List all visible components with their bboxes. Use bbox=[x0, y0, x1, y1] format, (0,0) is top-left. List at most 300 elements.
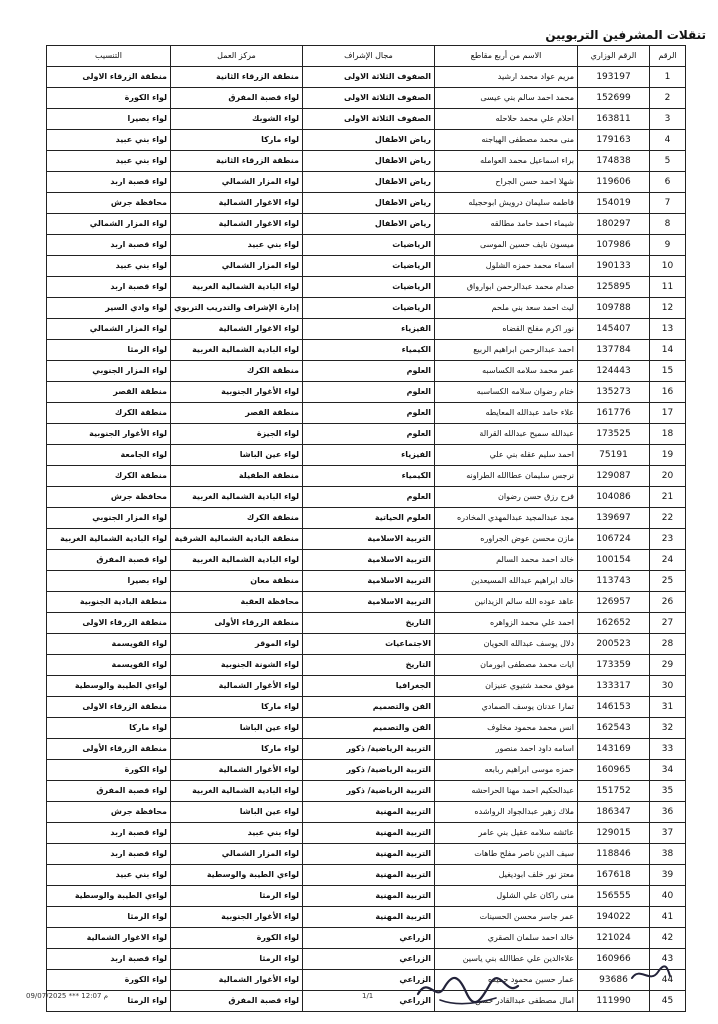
row-field: التربية المهنية bbox=[303, 823, 435, 844]
row-field: رياض الاطفال bbox=[303, 172, 435, 193]
table-row bbox=[47, 655, 686, 676]
row-field: التربية المهنية bbox=[303, 886, 435, 907]
row-workplace: لواء الرمثا bbox=[171, 949, 303, 970]
table-row bbox=[47, 571, 686, 592]
row-name: علاء حامد عبدالله المعايطه bbox=[435, 403, 578, 424]
row-assignment: لواءي الطيبة والوسطية bbox=[47, 886, 171, 907]
row-assignment: لواء بصيرا bbox=[47, 571, 171, 592]
table-row bbox=[47, 865, 686, 886]
row-workplace: لواء ماركا bbox=[171, 130, 303, 151]
header-national-id: الرقم الوزاري bbox=[578, 46, 650, 67]
row-name: مازن محسن عوض الجراوره bbox=[435, 529, 578, 550]
row-field: التربية المهنية bbox=[303, 802, 435, 823]
row-index: 28 bbox=[650, 634, 686, 655]
row-field: الصفوف الثلاثة الاولى bbox=[303, 109, 435, 130]
row-field: التاريخ bbox=[303, 613, 435, 634]
row-field: الكيمياء bbox=[303, 466, 435, 487]
row-national-id: 200523 bbox=[578, 634, 650, 655]
row-national-id: 174838 bbox=[578, 151, 650, 172]
table-row bbox=[47, 277, 686, 298]
row-field: الفن والتصميم bbox=[303, 718, 435, 739]
row-assignment: لواء الكورة bbox=[47, 88, 171, 109]
row-national-id: 167618 bbox=[578, 865, 650, 886]
row-national-id: 137784 bbox=[578, 340, 650, 361]
row-name: مريم عواد محمد ارشيد bbox=[435, 67, 578, 88]
row-index: 5 bbox=[650, 151, 686, 172]
row-field: الصفوف الثلاثة الاولى bbox=[303, 67, 435, 88]
table-row bbox=[47, 844, 686, 865]
row-name: منى راكان علي الشلول bbox=[435, 886, 578, 907]
table-row bbox=[47, 361, 686, 382]
table-row bbox=[47, 907, 686, 928]
row-index: 33 bbox=[650, 739, 686, 760]
row-workplace: لواء الكورة bbox=[171, 928, 303, 949]
row-assignment: منطقة الكرك bbox=[47, 403, 171, 424]
row-national-id: 151752 bbox=[578, 781, 650, 802]
row-field: العلوم bbox=[303, 361, 435, 382]
row-index: 10 bbox=[650, 256, 686, 277]
row-workplace: منطقة الزرقاء الأولى bbox=[171, 613, 303, 634]
row-assignment: لواء قصبة المفرق bbox=[47, 781, 171, 802]
row-field: الزراعي bbox=[303, 970, 435, 991]
row-national-id: 160966 bbox=[578, 949, 650, 970]
signature-mark bbox=[628, 962, 672, 988]
row-assignment: لواء بني عبيد bbox=[47, 865, 171, 886]
row-assignment: لواء الرمثا bbox=[47, 907, 171, 928]
row-index: 18 bbox=[650, 424, 686, 445]
row-national-id: 100154 bbox=[578, 550, 650, 571]
table-body bbox=[47, 67, 686, 1012]
row-field: الفيزياء bbox=[303, 319, 435, 340]
row-field: الزراعي bbox=[303, 991, 435, 1012]
row-index: 6 bbox=[650, 172, 686, 193]
row-workplace: لواء قصبة المفرق bbox=[171, 991, 303, 1012]
row-assignment: لواء الجامعة bbox=[47, 445, 171, 466]
row-name: عمر جاسر محسن الحسينات bbox=[435, 907, 578, 928]
row-assignment: لواء قصبة اربد bbox=[47, 949, 171, 970]
header-index: الرقم bbox=[650, 46, 686, 67]
header-assignment: التنسيب bbox=[47, 46, 171, 67]
table-row bbox=[47, 298, 686, 319]
row-field: التربية الرياضية/ ذكور bbox=[303, 739, 435, 760]
row-field: رياض الاطفال bbox=[303, 130, 435, 151]
row-index: 9 bbox=[650, 235, 686, 256]
row-index: 40 bbox=[650, 886, 686, 907]
row-index: 32 bbox=[650, 718, 686, 739]
table-row bbox=[47, 445, 686, 466]
row-national-id: 139697 bbox=[578, 508, 650, 529]
row-name: براء اسماعيل محمد العوامله bbox=[435, 151, 578, 172]
row-name: خالد احمد سلمان الصقري bbox=[435, 928, 578, 949]
row-workplace: لواء الشوبك bbox=[171, 109, 303, 130]
row-assignment: محافظة جرش bbox=[47, 802, 171, 823]
row-name: خالد ابراهيم عبدالله المسيعدين bbox=[435, 571, 578, 592]
page-title: تنقلات المشرفين التربويين bbox=[545, 28, 706, 42]
row-name: سيف الدين ناصر مفلح طاهات bbox=[435, 844, 578, 865]
row-workplace: لواء البادية الشمالية الغربية bbox=[171, 550, 303, 571]
table-row bbox=[47, 109, 686, 130]
table-row bbox=[47, 781, 686, 802]
row-field: الرياضيات bbox=[303, 235, 435, 256]
table-row bbox=[47, 802, 686, 823]
row-name: نرجس سليمان عطاالله الطراونه bbox=[435, 466, 578, 487]
row-workplace: منطقة البادية الشمالية الشرقية bbox=[171, 529, 303, 550]
row-national-id: 133317 bbox=[578, 676, 650, 697]
row-national-id: 113743 bbox=[578, 571, 650, 592]
row-field: التربية المهنية bbox=[303, 865, 435, 886]
row-workplace: لواء عين الباشا bbox=[171, 802, 303, 823]
row-national-id: 193197 bbox=[578, 67, 650, 88]
row-name: نور اكرم مفلح القضاه bbox=[435, 319, 578, 340]
row-national-id: 121024 bbox=[578, 928, 650, 949]
table-row bbox=[47, 67, 686, 88]
row-assignment: لواء الكورة bbox=[47, 760, 171, 781]
row-workplace: لواء المزار الشمالي bbox=[171, 844, 303, 865]
row-field: التربية الرياضية/ ذكور bbox=[303, 781, 435, 802]
row-workplace: منطقة الطفيلة bbox=[171, 466, 303, 487]
row-national-id: 173525 bbox=[578, 424, 650, 445]
row-national-id: 146153 bbox=[578, 697, 650, 718]
row-workplace: لواء الاغوار الشمالية bbox=[171, 319, 303, 340]
row-workplace: لواء بني عبيد bbox=[171, 235, 303, 256]
transfers-table bbox=[46, 45, 686, 1012]
row-field: العلوم bbox=[303, 403, 435, 424]
row-index: 39 bbox=[650, 865, 686, 886]
row-national-id: 118846 bbox=[578, 844, 650, 865]
row-assignment: لواء القويسمة bbox=[47, 634, 171, 655]
row-index: 2 bbox=[650, 88, 686, 109]
row-index: 45 bbox=[650, 991, 686, 1012]
row-national-id: 161776 bbox=[578, 403, 650, 424]
row-assignment: لواء قصبة اربد bbox=[47, 277, 171, 298]
row-workplace: لواء عين الباشا bbox=[171, 445, 303, 466]
row-national-id: 129015 bbox=[578, 823, 650, 844]
row-assignment: لواء ماركا bbox=[47, 718, 171, 739]
page-number: 1/1 bbox=[362, 992, 374, 1000]
row-workplace: لواء المزار الشمالي bbox=[171, 172, 303, 193]
row-index: 21 bbox=[650, 487, 686, 508]
row-index: 43 bbox=[650, 949, 686, 970]
row-assignment: لواء الرمثا bbox=[47, 991, 171, 1012]
row-name: علاءالدين علي عطاالله بني ياسين bbox=[435, 949, 578, 970]
table-row bbox=[47, 193, 686, 214]
table-row bbox=[47, 466, 686, 487]
row-name: انس محمد محمود مخلوف bbox=[435, 718, 578, 739]
row-workplace: لواء بني عبيد bbox=[171, 823, 303, 844]
row-assignment: لواء بني عبيد bbox=[47, 130, 171, 151]
row-assignment: لواءي الطيبة والوسطية bbox=[47, 676, 171, 697]
table-row bbox=[47, 130, 686, 151]
row-index: 15 bbox=[650, 361, 686, 382]
row-index: 12 bbox=[650, 298, 686, 319]
row-workplace: لواء البادية الشمالية الغربية bbox=[171, 277, 303, 298]
row-workplace: لواء ماركا bbox=[171, 697, 303, 718]
row-national-id: 93686 bbox=[578, 970, 650, 991]
row-assignment: لواء قصبة اربد bbox=[47, 844, 171, 865]
row-national-id: 179163 bbox=[578, 130, 650, 151]
row-name: عبدالحكيم احمد مهنا الحراحشه bbox=[435, 781, 578, 802]
row-workplace: لواء البادية الشمالية الغربية bbox=[171, 487, 303, 508]
row-workplace: لواء ماركا bbox=[171, 739, 303, 760]
row-workplace: لواء الرمثا bbox=[171, 886, 303, 907]
row-workplace: منطقة القصر bbox=[171, 403, 303, 424]
table-row bbox=[47, 928, 686, 949]
row-name: حمزه موسى ابراهيم ربابعه bbox=[435, 760, 578, 781]
row-field: الكيمياء bbox=[303, 340, 435, 361]
row-assignment: لواء قصبة اربد bbox=[47, 235, 171, 256]
row-index: 29 bbox=[650, 655, 686, 676]
row-index: 23 bbox=[650, 529, 686, 550]
row-field: رياض الاطفال bbox=[303, 193, 435, 214]
table-header-row bbox=[47, 46, 686, 67]
row-workplace: لواء الاغوار الشمالية bbox=[171, 214, 303, 235]
row-national-id: 152699 bbox=[578, 88, 650, 109]
row-workplace: لواء الأغوار الجنوبية bbox=[171, 907, 303, 928]
row-name: شهلا احمد حسن الجراح bbox=[435, 172, 578, 193]
row-workplace: لواء الموقر bbox=[171, 634, 303, 655]
row-assignment: لواء قصبة المفرق bbox=[47, 550, 171, 571]
row-national-id: 162652 bbox=[578, 613, 650, 634]
row-assignment: لواء قصبة اربد bbox=[47, 823, 171, 844]
row-index: 36 bbox=[650, 802, 686, 823]
table-row bbox=[47, 340, 686, 361]
row-assignment: منطقة الزرقاء الاولى bbox=[47, 697, 171, 718]
row-workplace: لواء البادية الشمالية الغربية bbox=[171, 340, 303, 361]
row-assignment: لواء الأغوار الجنوبية bbox=[47, 424, 171, 445]
row-national-id: 111990 bbox=[578, 991, 650, 1012]
table-row bbox=[47, 235, 686, 256]
row-name: تمارا عدنان يوسف الصمادي bbox=[435, 697, 578, 718]
row-assignment: لواء المزار الجنوبي bbox=[47, 361, 171, 382]
row-index: 27 bbox=[650, 613, 686, 634]
row-workplace: لواء الأغوار الشمالية bbox=[171, 760, 303, 781]
row-index: 30 bbox=[650, 676, 686, 697]
row-national-id: 173359 bbox=[578, 655, 650, 676]
row-national-id: 162543 bbox=[578, 718, 650, 739]
row-index: 26 bbox=[650, 592, 686, 613]
row-index: 1 bbox=[650, 67, 686, 88]
row-name: عبدالله سميح عبدالله القرالة bbox=[435, 424, 578, 445]
table-row bbox=[47, 718, 686, 739]
row-index: 35 bbox=[650, 781, 686, 802]
row-field: الجغرافيا bbox=[303, 676, 435, 697]
table-row bbox=[47, 970, 686, 991]
row-name: احمد سليم عقله بني علي bbox=[435, 445, 578, 466]
table-row bbox=[47, 550, 686, 571]
row-index: 44 bbox=[650, 970, 686, 991]
row-workplace: لواء الجيزة bbox=[171, 424, 303, 445]
row-national-id: 119606 bbox=[578, 172, 650, 193]
row-national-id: 160965 bbox=[578, 760, 650, 781]
table-row bbox=[47, 613, 686, 634]
row-name: ليث احمد سعد بني ملحم bbox=[435, 298, 578, 319]
row-national-id: 106724 bbox=[578, 529, 650, 550]
row-national-id: 129087 bbox=[578, 466, 650, 487]
row-name: معتز نور خلف ابوديغيل bbox=[435, 865, 578, 886]
row-index: 13 bbox=[650, 319, 686, 340]
row-name: خالد احمد محمد السالم bbox=[435, 550, 578, 571]
row-field: العلوم bbox=[303, 487, 435, 508]
row-name: ملاك زهير عبدالجواد الرواشده bbox=[435, 802, 578, 823]
row-workplace: لواء الأغوار الشمالية bbox=[171, 970, 303, 991]
row-field: التربية الرياضية/ ذكور bbox=[303, 760, 435, 781]
row-index: 3 bbox=[650, 109, 686, 130]
row-workplace: منطقة الزرقاء الثانية bbox=[171, 67, 303, 88]
row-index: 34 bbox=[650, 760, 686, 781]
row-index: 4 bbox=[650, 130, 686, 151]
row-name: مجد عبدالمجيد عبدالمهدي المخادره bbox=[435, 508, 578, 529]
row-field: العلوم bbox=[303, 424, 435, 445]
row-index: 8 bbox=[650, 214, 686, 235]
row-name: فرح رزق حسن رضوان bbox=[435, 487, 578, 508]
row-index: 11 bbox=[650, 277, 686, 298]
row-workplace: لواء قصبة المفرق bbox=[171, 88, 303, 109]
row-workplace: منطقة الزرقاء الثانية bbox=[171, 151, 303, 172]
row-national-id: 180297 bbox=[578, 214, 650, 235]
row-index: 31 bbox=[650, 697, 686, 718]
row-national-id: 126957 bbox=[578, 592, 650, 613]
row-assignment: لواء المزار الجنوبي bbox=[47, 508, 171, 529]
row-national-id: 145407 bbox=[578, 319, 650, 340]
row-national-id: 143169 bbox=[578, 739, 650, 760]
row-assignment: محافظة جرش bbox=[47, 487, 171, 508]
row-name: اسامه داود احمد منصور bbox=[435, 739, 578, 760]
row-workplace: منطقة معان bbox=[171, 571, 303, 592]
row-assignment: لواء وادي السير bbox=[47, 298, 171, 319]
row-assignment: لواء الرمثا bbox=[47, 340, 171, 361]
row-index: 41 bbox=[650, 907, 686, 928]
row-name: عاهد عوده الله سالم الزيدانين bbox=[435, 592, 578, 613]
row-national-id: 194022 bbox=[578, 907, 650, 928]
row-assignment: منطقة الكرك bbox=[47, 466, 171, 487]
row-national-id: 124443 bbox=[578, 361, 650, 382]
row-name: ايات محمد مصطفى ابورمان bbox=[435, 655, 578, 676]
table-row bbox=[47, 886, 686, 907]
table-row bbox=[47, 823, 686, 844]
table-row bbox=[47, 403, 686, 424]
table-row bbox=[47, 508, 686, 529]
row-workplace: منطقة الكرك bbox=[171, 508, 303, 529]
header-name: الاسم من أربع مقاطع bbox=[435, 46, 578, 67]
row-workplace: لواء الأغوار الشمالية bbox=[171, 676, 303, 697]
row-field: رياض الاطفال bbox=[303, 214, 435, 235]
row-national-id: 154019 bbox=[578, 193, 650, 214]
row-field: العلوم الحياتية bbox=[303, 508, 435, 529]
row-national-id: 109788 bbox=[578, 298, 650, 319]
row-workplace: لواء الشونة الجنوبية bbox=[171, 655, 303, 676]
row-national-id: 163811 bbox=[578, 109, 650, 130]
row-name: امال مصطفى عبدالقادر حسن bbox=[435, 991, 578, 1012]
table-row bbox=[47, 256, 686, 277]
row-workplace: لواء عين الباشا bbox=[171, 718, 303, 739]
row-assignment: لواء المزار الشمالي bbox=[47, 319, 171, 340]
row-index: 16 bbox=[650, 382, 686, 403]
header-field: مجال الإشراف bbox=[303, 46, 435, 67]
row-assignment: منطقة الزرقاء الاولى bbox=[47, 613, 171, 634]
row-name: احمد عبدالرحمن ابراهيم الربيع bbox=[435, 340, 578, 361]
row-field: التربية الاسلامية bbox=[303, 529, 435, 550]
row-assignment: منطقة القصر bbox=[47, 382, 171, 403]
row-workplace: محافظة العقبة bbox=[171, 592, 303, 613]
row-assignment: منطقة الزرقاء الاولى bbox=[47, 67, 171, 88]
row-assignment: محافظة جرش bbox=[47, 193, 171, 214]
header-workplace: مركز العمل bbox=[171, 46, 303, 67]
row-assignment: لواء الاغوار الشمالية bbox=[47, 928, 171, 949]
row-name: محمد احمد سالم بني عيسى bbox=[435, 88, 578, 109]
table-row bbox=[47, 529, 686, 550]
row-assignment: لواء الكورة bbox=[47, 970, 171, 991]
row-name: عمار حسين محمود حميده bbox=[435, 970, 578, 991]
row-index: 17 bbox=[650, 403, 686, 424]
print-timestamp: 09/07/2025 *** 12:07 م bbox=[26, 992, 109, 1000]
table-row bbox=[47, 88, 686, 109]
row-name: احمد علي محمد الزواهره bbox=[435, 613, 578, 634]
row-name: صدام محمد عبدالرحمن ابوارواق bbox=[435, 277, 578, 298]
row-index: 20 bbox=[650, 466, 686, 487]
row-assignment: لواء المزار الشمالي bbox=[47, 214, 171, 235]
row-assignment: لواء البادية الشمالية الغربية bbox=[47, 529, 171, 550]
row-assignment: لواء بني عبيد bbox=[47, 151, 171, 172]
row-name: فاطمه سليمان درويش ابوحجيله bbox=[435, 193, 578, 214]
table-row bbox=[47, 319, 686, 340]
row-index: 24 bbox=[650, 550, 686, 571]
row-assignment: لواء بصيرا bbox=[47, 109, 171, 130]
row-field: التربية الاسلامية bbox=[303, 550, 435, 571]
row-field: العلوم bbox=[303, 382, 435, 403]
row-index: 19 bbox=[650, 445, 686, 466]
table-row bbox=[47, 151, 686, 172]
table-row bbox=[47, 676, 686, 697]
table-row bbox=[47, 487, 686, 508]
row-field: الاجتماعيات bbox=[303, 634, 435, 655]
table-row bbox=[47, 949, 686, 970]
row-national-id: 107986 bbox=[578, 235, 650, 256]
table-row bbox=[47, 172, 686, 193]
row-field: الرياضيات bbox=[303, 277, 435, 298]
row-workplace: لواء المزار الشمالي bbox=[171, 256, 303, 277]
row-field: الرياضيات bbox=[303, 298, 435, 319]
signature-image bbox=[410, 966, 530, 1010]
row-assignment: منطقة الزرقاء الأولى bbox=[47, 739, 171, 760]
row-index: 42 bbox=[650, 928, 686, 949]
row-national-id: 190133 bbox=[578, 256, 650, 277]
row-index: 14 bbox=[650, 340, 686, 361]
row-national-id: 156555 bbox=[578, 886, 650, 907]
row-name: احلام علي محمد حلاحله bbox=[435, 109, 578, 130]
table-row bbox=[47, 739, 686, 760]
row-assignment: منطقة البادية الجنوبية bbox=[47, 592, 171, 613]
table-row bbox=[47, 634, 686, 655]
table-row bbox=[47, 214, 686, 235]
row-name: عائشه سلامه عقيل بني عامر bbox=[435, 823, 578, 844]
row-national-id: 75191 bbox=[578, 445, 650, 466]
row-field: الفن والتصميم bbox=[303, 697, 435, 718]
table-row bbox=[47, 382, 686, 403]
row-name: منى محمد مصطفى الهياجنه bbox=[435, 130, 578, 151]
row-field: الزراعي bbox=[303, 949, 435, 970]
row-assignment: لواء القويسمة bbox=[47, 655, 171, 676]
row-index: 38 bbox=[650, 844, 686, 865]
table-row bbox=[47, 760, 686, 781]
row-workplace: منطقة الكرك bbox=[171, 361, 303, 382]
row-workplace: لواء الأغوار الجنوبية bbox=[171, 382, 303, 403]
row-name: دلال يوسف عبدالله الحويان bbox=[435, 634, 578, 655]
row-name: شيماء احمد حامد مطالقه bbox=[435, 214, 578, 235]
row-workplace: لواء البادية الشمالية الغربية bbox=[171, 781, 303, 802]
row-national-id: 125895 bbox=[578, 277, 650, 298]
row-field: الصفوف الثلاثة الاولى bbox=[303, 88, 435, 109]
table-row bbox=[47, 424, 686, 445]
